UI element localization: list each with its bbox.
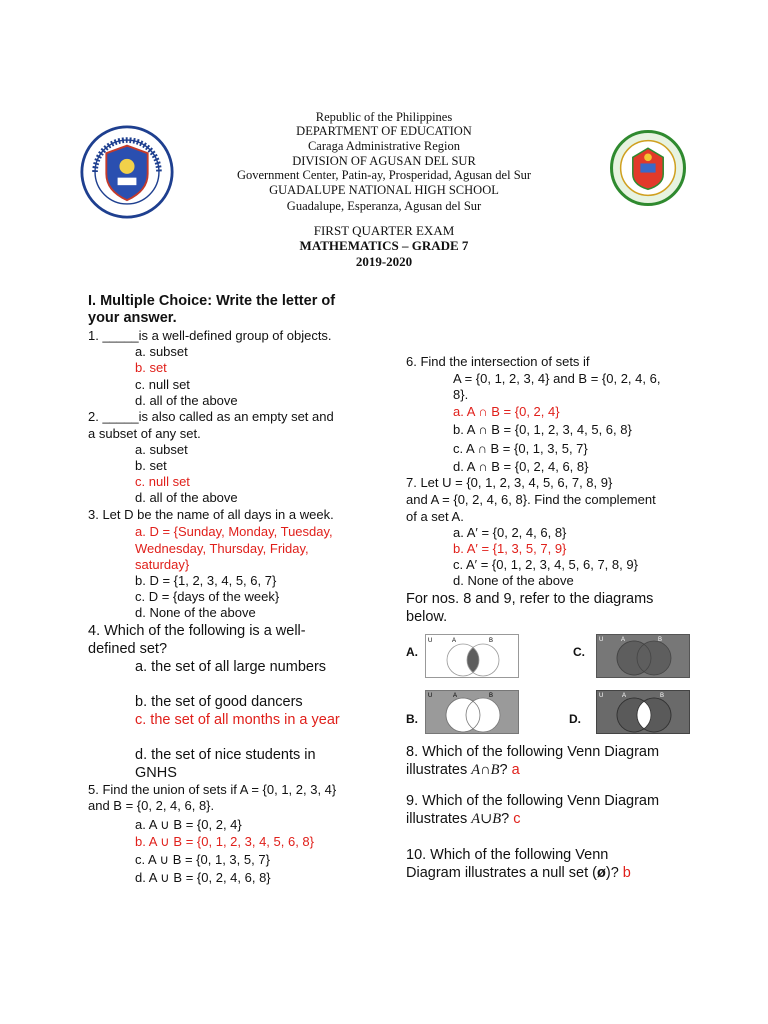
- venn-diagram-b: [425, 690, 519, 734]
- q2-option-c: c. null set: [135, 474, 190, 489]
- q5-stem-line2: and B = {0, 2, 4, 6, 8}.: [88, 798, 215, 813]
- q3-option-a-line3: saturday}: [135, 557, 190, 572]
- q4-option-a: a. the set of all large numbers: [135, 659, 327, 675]
- venn-b-set-b-label: B: [489, 693, 494, 699]
- q1-option-d: d. all of the above: [135, 393, 238, 408]
- q9-qmark: ?: [501, 811, 514, 827]
- q9-expression: A∪B: [471, 811, 502, 827]
- venn-b-universe-label: U: [428, 693, 433, 699]
- venn-d-set-a-label: A: [622, 693, 627, 699]
- venn-label-d: D.: [569, 712, 581, 726]
- venn-diagram-a: [425, 634, 519, 678]
- venn-b-set-a-label: A: [453, 693, 458, 699]
- q2-option-a: a. subset: [135, 442, 188, 457]
- q2-option-d: d. all of the above: [135, 490, 238, 505]
- q7-stem-line3: of a set A.: [406, 509, 464, 524]
- q3-option-c: c. D = {days of the week}: [135, 589, 280, 604]
- section-title-line1: I. Multiple Choice: Write the letter of: [88, 293, 336, 309]
- header-republic: Republic of the Philippines: [315, 110, 453, 124]
- q5-option-d: d. A ∪ B = {0, 2, 4, 6, 8}: [135, 870, 271, 885]
- header-school-address: Guadalupe, Esperanza, Agusan del Sur: [286, 199, 482, 213]
- q4-stem-line2: defined set?: [88, 641, 168, 657]
- q3-stem: 3. Let D be the name of all days in a week.: [88, 507, 334, 522]
- q7-option-b: b. A′ = {1, 3, 5, 7, 9}: [453, 541, 567, 556]
- q9-line1: 9. Which of the following Venn Diagram: [406, 793, 660, 809]
- q10-line1: 10. Which of the following Venn: [406, 847, 609, 863]
- q10-answer: b: [622, 865, 631, 881]
- q6-stem-line3: 8}.: [453, 387, 469, 402]
- venn-label-a: A.: [406, 645, 418, 659]
- q8-line1: 8. Which of the following Venn Diagram: [406, 744, 660, 760]
- subject-title: MATHEMATICS – GRADE 7: [299, 238, 469, 253]
- q9-line2-text: illustrates: [406, 811, 472, 827]
- exam-title: FIRST QUARTER EXAM: [313, 223, 455, 238]
- venn-label-b: B.: [406, 712, 418, 726]
- venn-a-set-a-label: A: [452, 638, 457, 644]
- q7-option-d: d. None of the above: [453, 573, 574, 588]
- q5-option-a: a. A ∪ B = {0, 2, 4}: [135, 817, 242, 832]
- venn-d-set-b-label: B: [660, 693, 665, 699]
- venn-d-universe-label: U: [599, 693, 604, 699]
- venn-c-set-a-label: A: [621, 637, 626, 643]
- venn-label-c: C.: [573, 645, 585, 659]
- school-year: 2019-2020: [355, 254, 413, 269]
- q6-option-b: b. A ∩ B = {0, 1, 2, 3, 4, 5, 6, 8}: [453, 422, 632, 437]
- q1-option-b: b. set: [135, 360, 167, 375]
- venn-intro-line1: For nos. 8 and 9, refer to the diagrams: [406, 591, 654, 607]
- q4-stem-line1: 4. Which of the following is a well-: [88, 623, 306, 639]
- q7-stem-line2: and A = {0, 2, 4, 6, 8}. Find the complement: [406, 492, 656, 507]
- venn-a-set-b-label: B: [489, 638, 494, 644]
- q8-line2: [406, 761, 520, 779]
- venn-diagram-c: [596, 634, 690, 678]
- q5-option-b: b. A ∪ B = {0, 1, 2, 3, 4, 5, 6, 8}: [135, 834, 315, 849]
- venn-c-set-b-label: B: [658, 637, 663, 643]
- venn-a-universe-label: U: [428, 638, 433, 644]
- q6-option-d: d. A ∩ B = {0, 2, 4, 6, 8}: [453, 459, 589, 474]
- q3-option-a-line1: a. D = {Sunday, Monday, Tuesday,: [135, 524, 333, 539]
- q9-line2: [406, 810, 521, 828]
- q2-stem-line2: a subset of any set.: [88, 426, 201, 441]
- q3-option-a-line2: Wednesday, Thursday, Friday,: [135, 541, 309, 556]
- venn-c-universe-label: U: [599, 637, 604, 643]
- q4-option-c: c. the set of all months in a year: [135, 712, 340, 728]
- q6-option-c: c. A ∩ B = {0, 1, 3, 5, 7}: [453, 441, 588, 456]
- q10-line2-text: Diagram illustrates a null set (: [406, 865, 597, 881]
- q8-answer: a: [511, 762, 520, 778]
- q3-option-d: d. None of the above: [135, 605, 256, 620]
- q8-expression: A∩B: [471, 762, 500, 778]
- q4-option-b: b. the set of good dancers: [135, 694, 303, 710]
- header-department: DEPARTMENT OF EDUCATION: [296, 124, 472, 138]
- q5-option-c: c. A ∪ B = {0, 1, 3, 5, 7}: [135, 852, 270, 867]
- q7-stem-line1: 7. Let U = {0, 1, 2, 3, 4, 5, 6, 7, 8, 9}: [406, 475, 613, 490]
- q1-option-a: a. subset: [135, 344, 188, 359]
- q3-option-b: b. D = {1, 2, 3, 4, 5, 6, 7}: [135, 573, 277, 588]
- q2-stem-line1: 2. _____is also called as an empty set and: [88, 409, 334, 424]
- q10-qmark: )?: [605, 865, 623, 881]
- venn-diagram-d: [596, 690, 690, 734]
- q8-line2-text: illustrates: [406, 762, 472, 778]
- q4-option-d-line1: d. the set of nice students in: [135, 747, 316, 763]
- q6-stem-line1: 6. Find the intersection of sets if: [406, 354, 590, 369]
- q9-answer: c: [513, 811, 521, 827]
- q4-option-d-line2: GNHS: [135, 765, 177, 781]
- section-title-line2: your answer.: [88, 310, 177, 326]
- header-address: Government Center, Patin-ay, Prosperidad, Agusan del Sur: [236, 168, 532, 182]
- q1-stem: 1. _____is a well-defined group of objects.: [88, 328, 332, 343]
- q1-option-c: c. null set: [135, 377, 190, 392]
- q8-qmark: ?: [499, 762, 512, 778]
- header-region: Caraga Administrative Region: [307, 139, 461, 153]
- venn-intro-line2: below.: [406, 609, 448, 625]
- header-division: DIVISION OF AGUSAN DEL SUR: [292, 154, 476, 168]
- q5-stem-line1: 5. Find the union of sets if A = {0, 1, 2, 3, 4}: [88, 782, 337, 797]
- q7-option-c: c. A′ = {0, 1, 2, 3, 4, 5, 6, 7, 8, 9}: [453, 557, 638, 572]
- q7-option-a: a. A′ = {0, 2, 4, 6, 8}: [453, 525, 567, 540]
- q10-line2: [406, 864, 631, 882]
- q10-null-symbol: ø: [597, 865, 606, 881]
- q6-option-a: a. A ∩ B = {0, 2, 4}: [453, 404, 560, 419]
- q6-stem-line2: A = {0, 1, 2, 3, 4} and B = {0, 2, 4, 6,: [453, 371, 661, 386]
- q2-option-b: b. set: [135, 458, 167, 473]
- header-school: GUADALUPE NATIONAL HIGH SCHOOL: [269, 183, 499, 197]
